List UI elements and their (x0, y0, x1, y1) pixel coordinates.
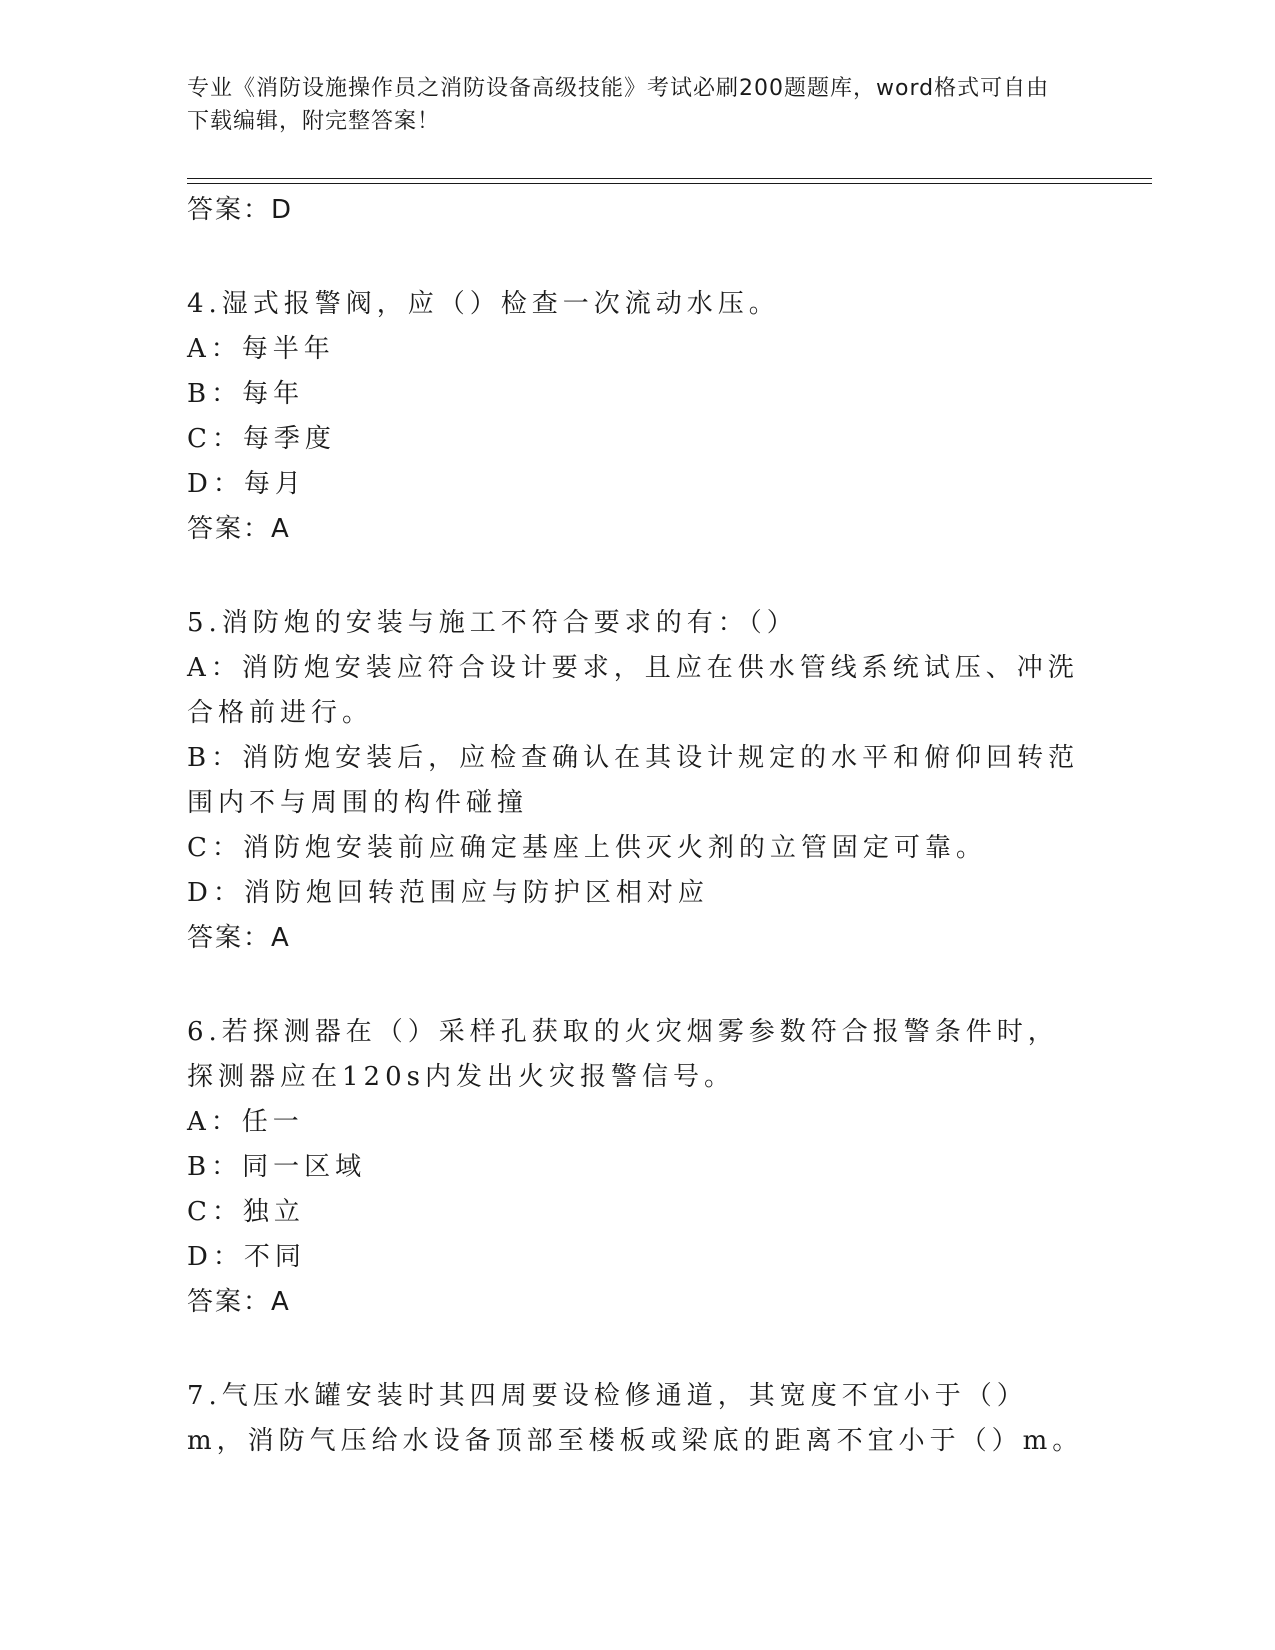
answer-line: 答案：D (187, 195, 294, 225)
question-block (187, 1374, 1087, 1464)
question-stem: 5.消防炮的安装与施工不符合要求的有：（） (187, 608, 798, 638)
question-stem: 7.气压水罐安装时其四周要设检修通道，其宽度不宜小于（）m，消防气压给水设备顶部至楼板或梁底的距离不宜小于（）m。 (187, 1381, 1084, 1456)
option-a: A：消防炮安装应符合设计要求，且应在供水管线系统试压、冲洗合格前进行。 (187, 653, 1079, 728)
question-stem: 6.若探测器在（）采样孔获取的火灾烟雾参数符合报警条件时，探测器应在120s内发出火灾报警信号。 (187, 1017, 1059, 1092)
answer-line: 答案：A (187, 1287, 291, 1317)
option-b: B：消防炮安装后，应检查确认在其设计规定的水平和俯仰回转范围内不与周围的构件碰撞 (187, 743, 1080, 818)
answer-line: 答案：A (187, 514, 291, 544)
option-a: A：每半年 (187, 334, 335, 364)
option-d: D：每月 (187, 469, 306, 499)
question-block (187, 282, 1087, 552)
header-rule-bottom (187, 183, 1152, 184)
question-block (187, 601, 1087, 961)
option-d: D：不同 (187, 1242, 306, 1272)
option-a: A：任一 (187, 1107, 304, 1137)
answer-line: 答案：A (187, 923, 291, 953)
document-header: 专业《消防设施操作员之消防设备高级技能》考试必刷200题题库，word格式可自由下载编辑，附完整答案！ (187, 76, 1050, 134)
option-c: C：独立 (187, 1197, 305, 1227)
option-b: B：每年 (187, 379, 305, 409)
question-stem: 4.湿式报警阀，应（）检查一次流动水压。 (187, 289, 780, 319)
option-c: C：每季度 (187, 424, 336, 454)
option-b: B：同一区域 (187, 1152, 367, 1182)
question-list (187, 188, 1087, 1464)
option-d: D：消防炮回转范围应与防护区相对应 (187, 878, 709, 908)
option-c: C：消防炮安装前应确定基座上供灭火剂的立管固定可靠。 (187, 833, 987, 863)
header-rule-top (187, 178, 1152, 179)
question-block (187, 1010, 1087, 1325)
